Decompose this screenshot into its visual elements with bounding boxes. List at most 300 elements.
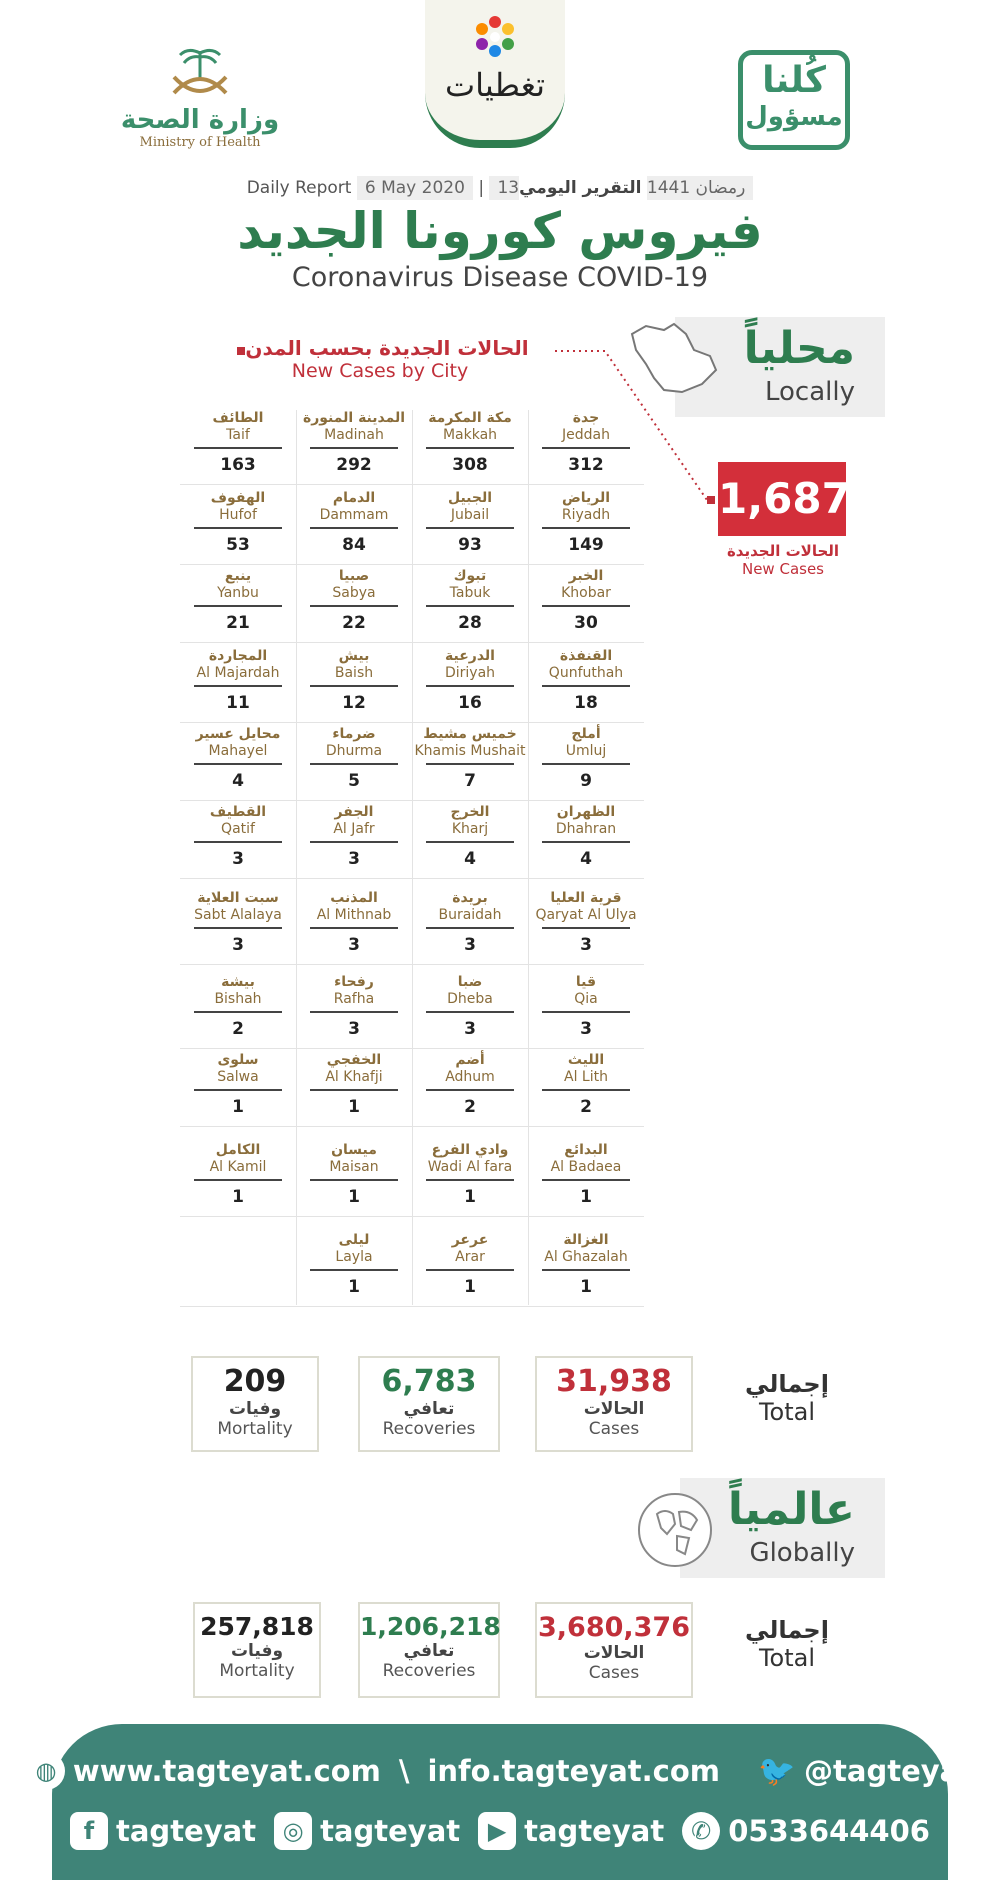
city-cell [528,726,644,791]
new-cases-by-city-heading [200,336,560,382]
city-underline [310,447,398,449]
local-mortality-value: 209 [223,1364,287,1399]
city-name-english: Makkah [442,427,498,443]
city-new-cases: 2 [580,1097,592,1117]
city-name-english: Al Badaea [550,1159,622,1175]
city-cell [412,410,528,475]
locally-arabic: محلياً [743,323,855,374]
city-name-english: Baish [334,665,374,681]
cases-arabic: الحالات [583,1399,645,1419]
globally-arabic: عالمياً [727,1484,855,1535]
city-cell [412,804,528,869]
city-cell [296,568,412,633]
city-name-arabic: صبيا [338,568,370,584]
city-name-english: Al Kamil [209,1159,267,1175]
footer-row-social [52,1812,948,1850]
whatsapp-icon: ✆ [682,1812,720,1850]
city-name-english: Umluj [565,743,607,759]
city-new-cases: 84 [342,535,366,555]
city-underline [426,1269,514,1271]
instagram-icon: ◎ [274,1812,312,1850]
grid-row-divider [180,484,644,485]
twitter-handle: @tagteyat [804,1754,974,1788]
city-name-arabic: بريدة [452,890,488,906]
city-cell [180,410,296,475]
city-name-english: Kharj [451,821,489,837]
city-name-arabic: مكة المكرمة [428,410,512,426]
new-cases-label [700,542,866,578]
city-new-cases: 16 [458,693,482,713]
city-underline [310,1179,398,1181]
city-name-arabic: قرية العليا [550,890,622,906]
city-cell [296,974,412,1039]
global-recoveries-arabic: تعافي [403,1641,455,1661]
city-new-cases: 1 [232,1187,244,1207]
city-name-english: Dammam [319,507,389,523]
city-underline [194,1179,282,1181]
city-name-arabic: بيش [338,648,370,664]
global-mortality-value: 257,818 [200,1612,314,1641]
grid-row-divider [180,964,644,965]
city-name-arabic: سبت العلاية [197,890,279,906]
instagram-link[interactable] [274,1812,460,1850]
city-name-arabic: وادي الفرع [431,1142,509,1158]
city-name-arabic: المذنب [330,890,378,906]
footer-row-web [35,1752,974,1790]
city-underline [426,927,514,929]
city-underline [426,763,514,765]
city-cell [412,890,528,955]
facebook-link[interactable] [70,1812,256,1850]
city-cell [412,648,528,713]
local-total-arabic: إجمالي [745,1370,829,1398]
city-name-english: Jeddah [562,427,610,443]
city-name-arabic: الدرعية [445,648,495,664]
city-name-english: Al Khafji [325,1069,383,1085]
city-name-arabic: ضرماء [332,726,376,742]
grid-row-divider [180,642,644,643]
city-cell [296,804,412,869]
twitter-bird-icon: 🐦 [758,1753,796,1789]
city-name-english: Sabya [332,585,376,601]
city-name-english: Yanbu [217,585,259,601]
global-total-arabic: إجمالي [745,1616,829,1644]
city-cell [528,648,644,713]
tagteyat-logo [425,0,565,148]
grid-row-divider [180,722,644,723]
local-recoveries-value: 6,783 [381,1364,477,1399]
city-name-english: Qaryat Al Ulya [535,907,637,923]
kulna-masool-logo [738,50,850,150]
city-underline [194,763,282,765]
daily-report-en: Daily Report [246,178,352,198]
city-cell [180,804,296,869]
city-new-cases: 93 [458,535,482,555]
cases-english: Cases [588,1419,640,1439]
city-new-cases: 28 [458,613,482,633]
city-underline [426,841,514,843]
city-name-english: Sabt Alalaya [194,907,282,923]
city-name-english: Qia [574,991,598,1007]
city-new-cases: 2 [232,1019,244,1039]
city-cell [296,1232,412,1297]
city-name-english: Buraidah [438,907,502,923]
city-name-arabic: جدة [572,410,600,426]
city-new-cases: 3 [232,849,244,869]
city-new-cases: 3 [348,1019,360,1039]
city-underline [542,605,630,607]
city-underline [542,841,630,843]
city-underline [194,927,282,929]
city-underline [542,685,630,687]
email-link[interactable] [427,1754,720,1788]
city-name-arabic: الطائف [212,410,264,426]
instagram-handle: tagteyat [320,1814,461,1848]
city-name-english: Qatif [221,821,255,837]
flower-icon [470,12,520,62]
city-name-arabic: محايل عسير [195,726,281,742]
city-name-arabic: القطيف [209,804,267,820]
city-underline [194,527,282,529]
grid-row-divider [180,1048,644,1049]
city-name-arabic: الخرج [450,804,490,820]
city-cell [412,490,528,555]
date-separator: | [478,178,485,198]
city-new-cases: 30 [574,613,598,633]
global-recoveries-box [358,1602,500,1698]
footer-separator: \ [398,1754,410,1788]
city-name-english: Al Jafr [333,821,375,837]
city-new-cases: 1 [580,1187,592,1207]
city-name-english: Al Mithnab [316,907,392,923]
hijri-date: 13رمضان 1441 [489,176,753,200]
city-underline [542,1269,630,1271]
city-name-arabic: الكامل [215,1142,261,1158]
city-name-english: Rafha [333,991,375,1007]
city-name-english: Dheba [447,991,493,1007]
city-new-cases: 163 [220,455,256,475]
city-new-cases: 1 [464,1187,476,1207]
youtube-link[interactable] [478,1812,664,1850]
city-name-english: Khamis Mushait [414,743,526,759]
city-name-arabic: بيشة [221,974,255,990]
city-name-arabic: تبوك [453,568,487,584]
city-underline [194,841,282,843]
city-underline [310,605,398,607]
local-cases-box [535,1356,693,1452]
city-new-cases: 12 [342,693,366,713]
campaign-line-2: مسؤول [745,102,843,132]
mortality-english: Mortality [217,1419,293,1439]
youtube-handle: tagteyat [524,1814,665,1848]
city-new-cases: 5 [348,771,360,791]
city-name-english: Al Lith [564,1069,608,1085]
city-name-arabic: القنفذة [559,648,613,664]
locally-english: Locally [765,377,855,407]
city-new-cases: 1 [580,1277,592,1297]
globally-english: Globally [749,1538,855,1568]
global-cases-arabic: الحالات [583,1643,645,1663]
global-total-label [727,1616,847,1672]
city-cell [528,568,644,633]
city-name-english: Dhahran [555,821,617,837]
city-cell [296,890,412,955]
new-cases-arabic: الحالات الجديدة [726,542,840,560]
website-link[interactable] [27,1752,381,1790]
city-new-cases: 1 [348,1097,360,1117]
city-underline [542,1179,630,1181]
local-new-cases-value: 1,687 [718,462,846,536]
city-cell [296,1142,412,1207]
city-underline [310,1011,398,1013]
city-cell [180,568,296,633]
city-new-cases: 3 [232,935,244,955]
campaign-line-1: كُلنا [762,60,826,101]
city-name-arabic: المجاردة [208,648,268,664]
grid-row-divider [180,800,644,801]
city-cell [412,974,528,1039]
city-underline [310,685,398,687]
city-name-arabic: الرياض [561,490,611,506]
gregorian-date: 6 May 2020 [357,176,473,200]
city-name-english: Wadi Al fara [427,1159,513,1175]
city-cell [528,410,644,475]
city-underline [194,447,282,449]
city-name-arabic: الهفوف [210,490,266,506]
city-new-cases: 4 [580,849,592,869]
city-new-cases: 4 [232,771,244,791]
global-mortality-arabic: وفيات [230,1641,284,1661]
by-city-english: New Cases by City [291,360,469,382]
city-name-arabic: الدمام [332,490,376,506]
grid-row-divider [180,1126,644,1127]
recoveries-arabic: تعافي [403,1399,455,1419]
moh-arabic-name: وزارة الصحة [120,105,280,135]
city-new-cases: 11 [226,693,250,713]
moh-english-name: Ministry of Health [139,135,261,150]
city-cell [296,410,412,475]
city-cell [180,974,296,1039]
city-name-english: Taif [226,427,250,443]
city-name-arabic: الظهران [556,804,616,820]
city-name-english: Tabuk [449,585,491,601]
city-name-english: Qunfuthah [548,665,624,681]
page-title-arabic: فيروس كورونا الجديد [237,202,763,260]
city-underline [426,527,514,529]
city-name-arabic: الخبر [568,568,604,584]
city-underline [426,447,514,449]
youtube-icon: ▶ [478,1812,516,1850]
local-mortality-box [191,1356,319,1452]
city-cell [412,568,528,633]
city-cell [296,490,412,555]
report-date-line [0,178,1000,198]
city-name-arabic: خميس مشيط [423,726,517,742]
email-text: info.tagteyat.com [427,1754,721,1788]
city-underline [542,763,630,765]
city-underline [194,1011,282,1013]
global-recoveries-value: 1,206,218 [360,1612,501,1641]
city-underline [426,685,514,687]
whatsapp-link[interactable] [682,1812,930,1850]
city-underline [310,527,398,529]
grid-row-divider [180,1216,644,1217]
city-cell [412,1232,528,1297]
city-new-cases: 149 [568,535,604,555]
city-cell [412,1052,528,1117]
facebook-handle: tagteyat [116,1814,257,1848]
city-name-english: Jubail [450,507,490,523]
city-underline [542,927,630,929]
city-name-arabic: المدينة المنورة [302,410,406,426]
city-cell [180,890,296,955]
city-name-english: Layla [335,1249,373,1265]
city-new-cases: 3 [464,935,476,955]
city-cell [528,1232,644,1297]
city-new-cases: 7 [464,771,476,791]
city-underline [310,1269,398,1271]
city-cell [528,804,644,869]
global-mortality-box [193,1602,321,1698]
city-cell [528,1142,644,1207]
city-name-english: Arar [455,1249,485,1265]
city-new-cases: 9 [580,771,592,791]
local-total-english: Total [758,1398,816,1426]
local-total-label [727,1370,847,1426]
ministry-of-health-logo [120,45,280,160]
facebook-icon: f [70,1812,108,1850]
whatsapp-number: 0533644406 [728,1814,930,1848]
city-name-english: Salwa [217,1069,259,1085]
city-underline [194,605,282,607]
city-underline [310,1089,398,1091]
city-new-cases: 1 [232,1097,244,1117]
city-new-cases: 3 [580,1019,592,1039]
tagteyat-logo-text: تغطيات [444,66,546,104]
city-name-arabic: قيا [575,974,597,990]
city-new-cases: 312 [568,455,604,475]
global-recoveries-english: Recoveries [382,1661,476,1681]
city-cell [296,1052,412,1117]
globe-icon [635,1490,715,1570]
city-name-english: Bishah [214,991,262,1007]
city-new-cases: 3 [464,1019,476,1039]
grid-row-divider [180,878,644,879]
palm-swords-emblem-icon [160,45,240,105]
recoveries-english: Recoveries [382,1419,476,1439]
city-cell [412,726,528,791]
page-title-english: Coronavirus Disease COVID-19 [291,262,709,293]
city-cell [528,974,644,1039]
city-cell [412,1142,528,1207]
city-new-cases: 292 [336,455,372,475]
city-name-english: Dhurma [325,743,383,759]
city-new-cases: 3 [348,849,360,869]
city-name-arabic: الليث [567,1052,605,1068]
local-cases-value: 31,938 [556,1364,672,1399]
city-cell [528,890,644,955]
mortality-arabic: وفيات [228,1399,282,1419]
city-new-cases: 1 [464,1277,476,1297]
grid-row-divider [180,564,644,565]
grid-row-divider [180,1306,644,1307]
city-name-arabic: ليلى [338,1232,370,1248]
city-name-arabic: رفحاء [334,974,374,990]
city-cell [180,1052,296,1117]
by-city-arabic: الحالات الجديدة بحسب المدن [200,336,560,360]
city-underline [310,841,398,843]
city-name-arabic: سلوى [217,1052,259,1068]
city-name-arabic: عرعر [451,1232,489,1248]
city-underline [542,527,630,529]
global-mortality-english: Mortality [219,1661,295,1681]
city-name-english: Al Ghazalah [544,1249,628,1265]
city-new-cases: 308 [452,455,488,475]
cases-by-city-grid [180,410,644,1310]
city-new-cases: 4 [464,849,476,869]
city-name-arabic: أضم [455,1052,485,1068]
city-cell [180,490,296,555]
city-underline [310,763,398,765]
city-underline [542,1011,630,1013]
city-new-cases: 22 [342,613,366,633]
twitter-link[interactable] [758,1752,973,1790]
city-cell [528,490,644,555]
city-name-english: Madinah [324,427,384,443]
city-underline [194,685,282,687]
daily-report-ar: التقرير اليومي [519,178,642,198]
city-underline [426,605,514,607]
city-cell [296,648,412,713]
city-name-english: Al Majardah [196,665,280,681]
footer-contact-bar [35,1724,974,1880]
city-new-cases: 18 [574,693,598,713]
city-name-english: Adhum [445,1069,495,1085]
global-cases-value: 3,680,376 [537,1612,691,1643]
city-name-english: Diriyah [444,665,496,681]
city-name-english: Khobar [561,585,611,601]
city-cell [180,726,296,791]
city-new-cases: 2 [464,1097,476,1117]
city-cell [296,726,412,791]
city-cell [528,1052,644,1117]
city-new-cases: 1 [348,1277,360,1297]
city-name-arabic: الجفر [334,804,374,820]
city-underline [542,447,630,449]
city-new-cases: 3 [348,935,360,955]
local-recoveries-box [358,1356,500,1452]
city-underline [310,927,398,929]
city-name-arabic: ينبع [224,568,252,584]
city-underline [542,1089,630,1091]
global-total-english: Total [758,1644,816,1672]
city-name-english: Riyadh [561,507,611,523]
city-cell [180,1142,296,1207]
city-name-arabic: البدائع [564,1142,608,1158]
city-new-cases: 53 [226,535,250,555]
city-underline [426,1089,514,1091]
city-name-arabic: أملج [571,726,601,742]
website-text: www.tagteyat.com [72,1754,381,1788]
city-name-arabic: الغزالة [563,1232,609,1248]
global-cases-box [535,1602,693,1698]
dribbble-globe-icon: ◍ [27,1752,65,1790]
city-underline [426,1011,514,1013]
city-new-cases: 1 [348,1187,360,1207]
city-name-arabic: الخفجي [326,1052,382,1068]
global-cases-english: Cases [588,1663,640,1683]
city-name-arabic: ضبا [457,974,483,990]
